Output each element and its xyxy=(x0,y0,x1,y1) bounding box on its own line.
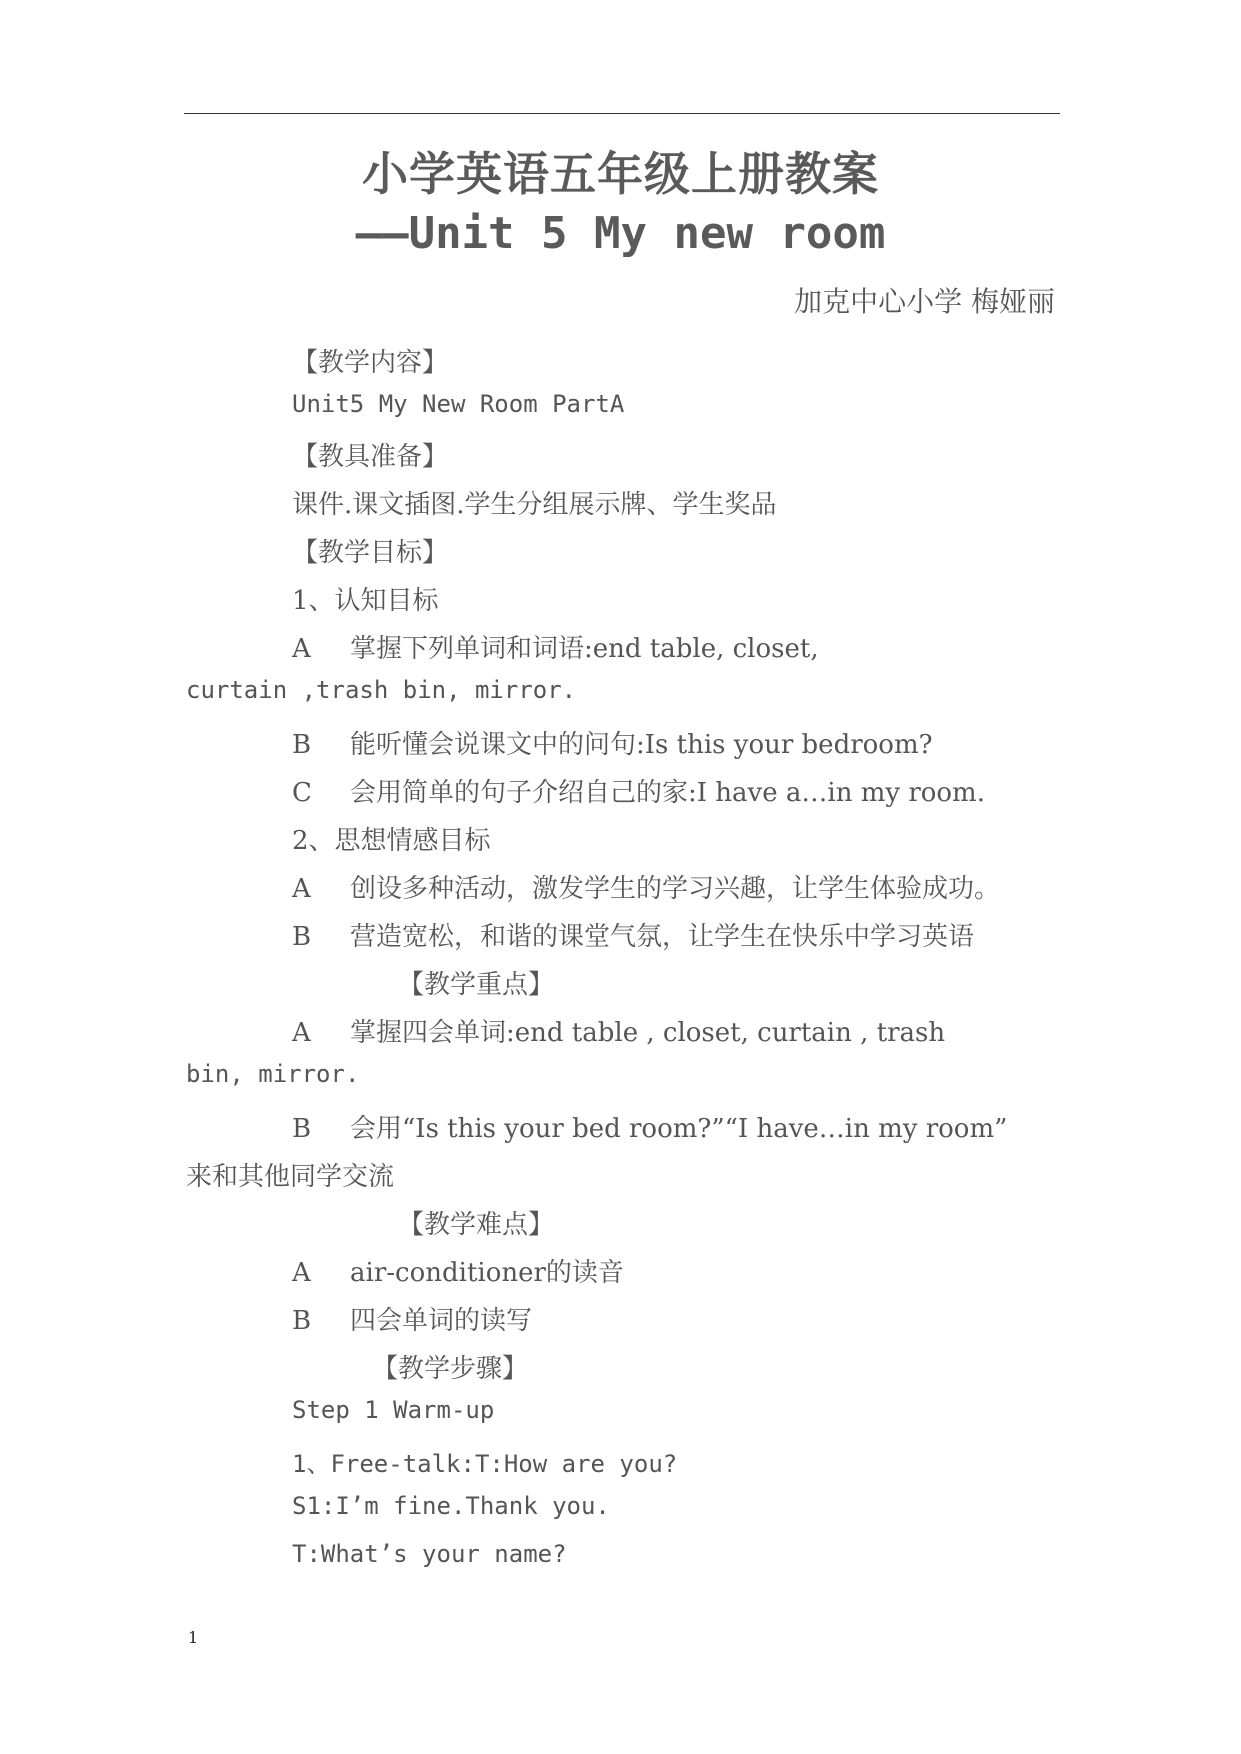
list-item xyxy=(292,1252,624,1289)
section-heading: 【教学目标】 xyxy=(292,538,449,568)
item-text: 会用简单的句子介绍自己的家:I have a…in my room. xyxy=(350,778,985,808)
list-item xyxy=(292,1108,1007,1145)
list-item xyxy=(292,724,933,761)
author-line: 加克中心小学 梅娅丽 xyxy=(794,285,1055,318)
paragraph: curtain ,trash bin, mirror. xyxy=(186,676,577,704)
paragraph: 2、思想情感目标 xyxy=(292,826,491,856)
list-item xyxy=(292,868,1000,905)
list-item xyxy=(292,916,974,953)
paragraph: 课件.课文插图.学生分组展示牌、学生奖品 xyxy=(292,490,777,520)
paragraph: S1:I’m fine.Thank you. xyxy=(292,1492,610,1520)
paragraph: 1、Free-talk:T:How are you? xyxy=(292,1450,678,1478)
item-label: B xyxy=(292,922,312,952)
item-text: 掌握下列单词和词语:end table, closet, xyxy=(350,634,819,664)
item-label: B xyxy=(292,1114,312,1144)
item-label: A xyxy=(292,634,311,664)
section-heading: 【教学内容】 xyxy=(292,348,449,378)
item-label: B xyxy=(292,730,312,760)
item-text: 营造宽松，和谐的课堂气氛，让学生在快乐中学习英语 xyxy=(350,922,975,952)
list-item xyxy=(292,1300,532,1337)
item-label: A xyxy=(292,874,311,904)
item-text: 会用“Is this your bed room?”“I have…in my room” xyxy=(350,1114,1008,1144)
list-item xyxy=(292,772,985,809)
paragraph: 1、认知目标 xyxy=(292,586,439,616)
document-subtitle: ——Unit 5 My new room xyxy=(355,208,886,259)
item-text: 掌握四会单词:end table , closet, curtain , trash xyxy=(350,1018,946,1048)
list-item xyxy=(292,628,819,665)
item-text: 四会单词的读写 xyxy=(350,1306,533,1336)
item-label: B xyxy=(292,1306,312,1336)
section-heading: 【教学重点】 xyxy=(398,970,555,1000)
paragraph: Step 1 Warm-up xyxy=(292,1396,495,1424)
item-label: A xyxy=(292,1258,311,1288)
section-heading: 【教学步骤】 xyxy=(372,1354,529,1384)
list-item xyxy=(292,1012,945,1049)
paragraph: T:What’s your name? xyxy=(292,1540,567,1568)
section-heading: 【教学难点】 xyxy=(398,1210,555,1240)
item-label: A xyxy=(292,1018,311,1048)
paragraph: Unit5 My New Room PartA xyxy=(292,390,625,418)
paragraph: 来和其他同学交流 xyxy=(186,1162,395,1192)
item-text: 创设多种活动，激发学生的学习兴趣，让学生体验成功。 xyxy=(350,874,1001,904)
section-heading: 【教具准备】 xyxy=(292,442,449,472)
item-text: 能听懂会说课文中的问句:Is this your bedroom? xyxy=(350,730,933,760)
header-rule xyxy=(184,113,1060,114)
item-label: C xyxy=(292,778,312,808)
page-number: 1 xyxy=(188,1628,199,1647)
paragraph: bin, mirror. xyxy=(186,1060,360,1088)
item-text: air-conditioner的读音 xyxy=(350,1258,624,1288)
document-title: 小学英语五年级上册教案 xyxy=(362,147,879,201)
